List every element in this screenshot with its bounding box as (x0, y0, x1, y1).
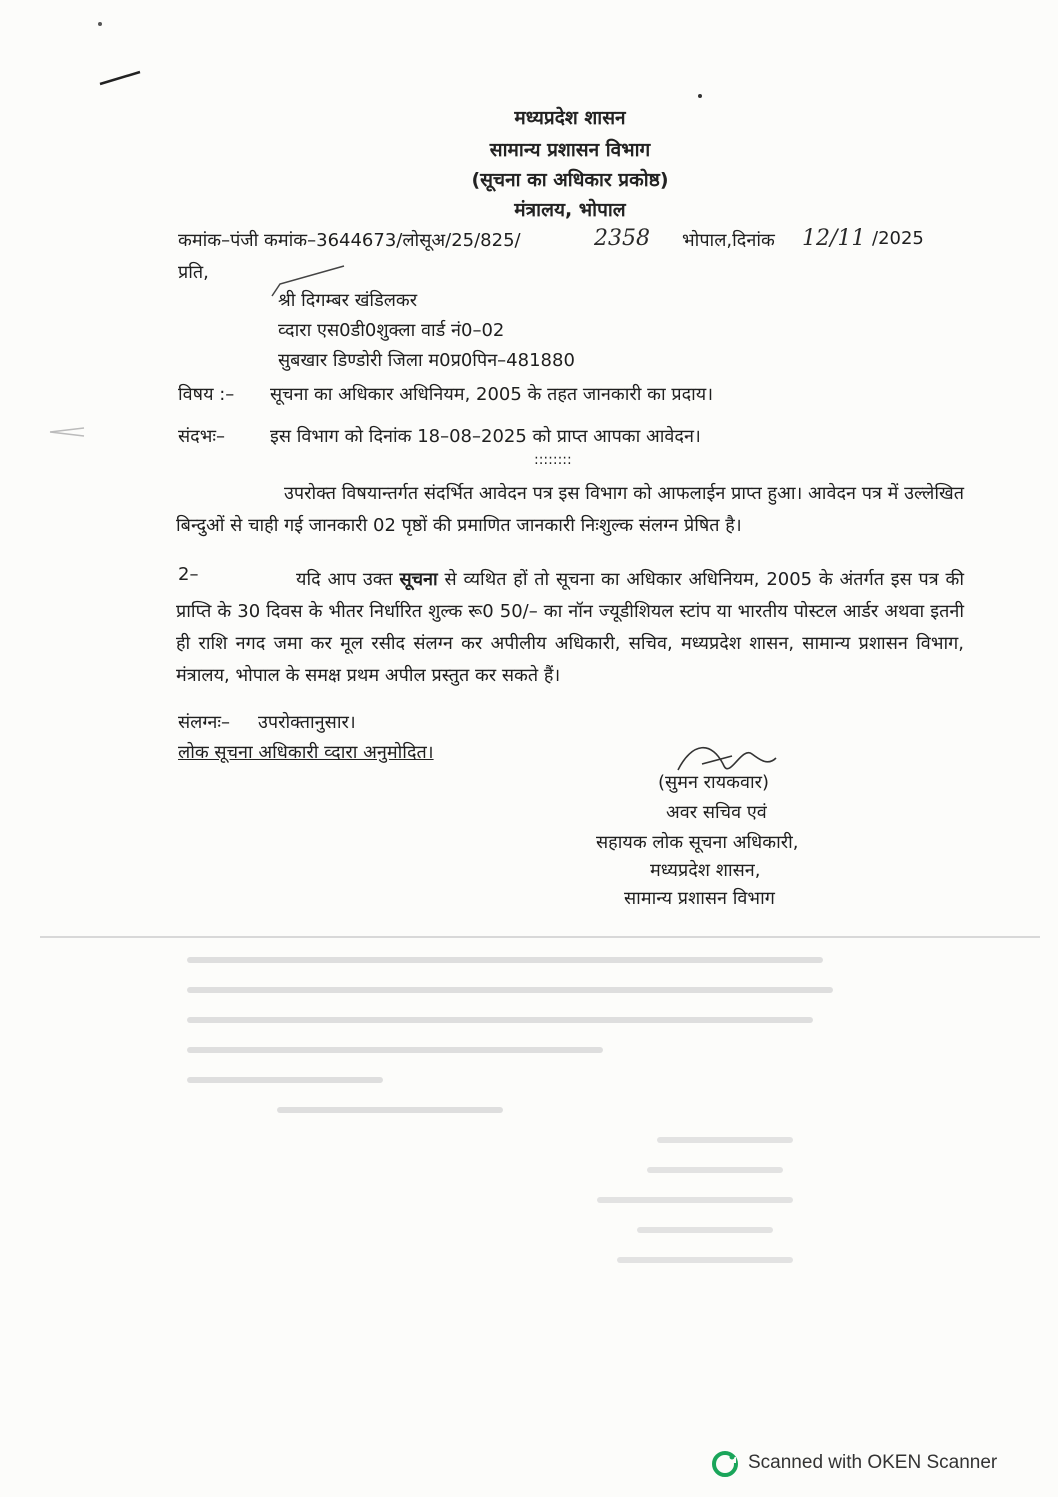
handwritten-date: 12/11 (802, 226, 866, 251)
paragraph-2-part-a: यदि आप उक्त (296, 569, 400, 590)
subject-label: विषय :– (178, 384, 235, 405)
reference-label: संदभः– (178, 426, 226, 447)
body-paragraph-1: उपरोक्त विषयान्तर्गत संदर्भित आवेदन पत्र इस विभाग को आफलाईन प्राप्त हुआ। आवेदन पत्र में उल्लेखित बिन्दुओं से चाही गई जानकारी 02 पृष्ठों की प्रमाणित जानकारी निःशुल्क संलग्न प्रेषित है। (176, 483, 964, 536)
bleed-through-text (180, 950, 840, 1130)
scan-dot (698, 94, 702, 98)
paragraph-2-number: 2– (178, 564, 199, 585)
prati-label: प्रति, (178, 262, 209, 283)
header-line-1: मध्यप्रदेश शासन (514, 107, 626, 129)
subject-text: सूचना का अधिकार अधिनियम, 2005 के तहत जानकारी का प्रदाय। (270, 384, 714, 405)
separator: :::::::: (534, 452, 572, 468)
header-line-3: (सूचना का अधिकार प्रकोष्ठ) (471, 169, 669, 191)
header-line-4: मंत्रालय, भोपाल (514, 199, 626, 221)
scan-mark-icon (96, 66, 146, 90)
handwritten-number: 2358 (594, 226, 650, 251)
signatory-title-4: सामान्य प्रशासन विभाग (624, 888, 775, 909)
reference-text: इस विभाग को दिनांक 18–08–2025 को प्राप्त आपका आवेदन। (270, 426, 701, 447)
paragraph-2-bold-word: सूचना (399, 569, 438, 590)
recipient-address-1: व्दारा एस0डी0शुक्ला वार्ड नं0–02 (278, 320, 505, 341)
header-line-2: सामान्य प्रशासन विभाग (489, 139, 651, 161)
arrow-mark-icon (48, 424, 88, 440)
scanner-watermark: Scanned with OKEN Scanner (748, 1452, 998, 1473)
signatory-name: (सुमन रायकवार) (658, 772, 770, 793)
bleed-through-signature (590, 1130, 810, 1280)
enclosure-text: उपरोक्तानुसार। (258, 712, 356, 733)
recipient-address-2: सुबखार डिण्डोरी जिला म0प्र0पिन–481880 (278, 350, 575, 371)
scan-dot (98, 22, 102, 26)
signatory-title-3: मध्यप्रदेश शासन, (650, 860, 761, 881)
letter-year: /2025 (872, 228, 924, 249)
letter-number: कमांक–पंजी कमांक–3644673/लोसूअ/25/825/ (178, 230, 521, 251)
approval-note: लोक सूचना अधिकारी व्दारा अनुमोदित। (178, 742, 434, 763)
scan-artifact-line (40, 936, 1040, 938)
paragraph-2-part-b: से व्यथित हों तो सूचना का अधिकार अधिनियम, 2005 के अंतर्गत इस पत्र की प्राप्ति के 30 दिवस के भीतर निर्धारित शुल्क रू0 50/– का नॉन ज्यूडीशियल स्टांप या भारतीय पोस्टल आर्डर अथवा इतनी ही राशि नगद जमा कर मूल रसीद संलग्न कर अपीलीय अधिकारी, सचिव, मध्यप्रदेश शासन, सामान्य प्रशासन विभाग, मंत्रालय, भोपाल के समक्ष प्रथम अपील प्रस्तुत कर सकते हैं। (176, 569, 964, 686)
scanner-logo-icon (712, 1451, 738, 1477)
place-date-label: भोपाल,दिनांक (682, 230, 775, 251)
body-paragraph-2 (176, 564, 964, 692)
enclosure-label: संलग्नः– (178, 712, 231, 733)
signatory-title-2: सहायक लोक सूचना अधिकारी, (596, 832, 799, 853)
recipient-name: श्री दिगम्बर खंडिलकर (278, 290, 418, 311)
signatory-title-1: अवर सचिव एवं (666, 802, 767, 823)
